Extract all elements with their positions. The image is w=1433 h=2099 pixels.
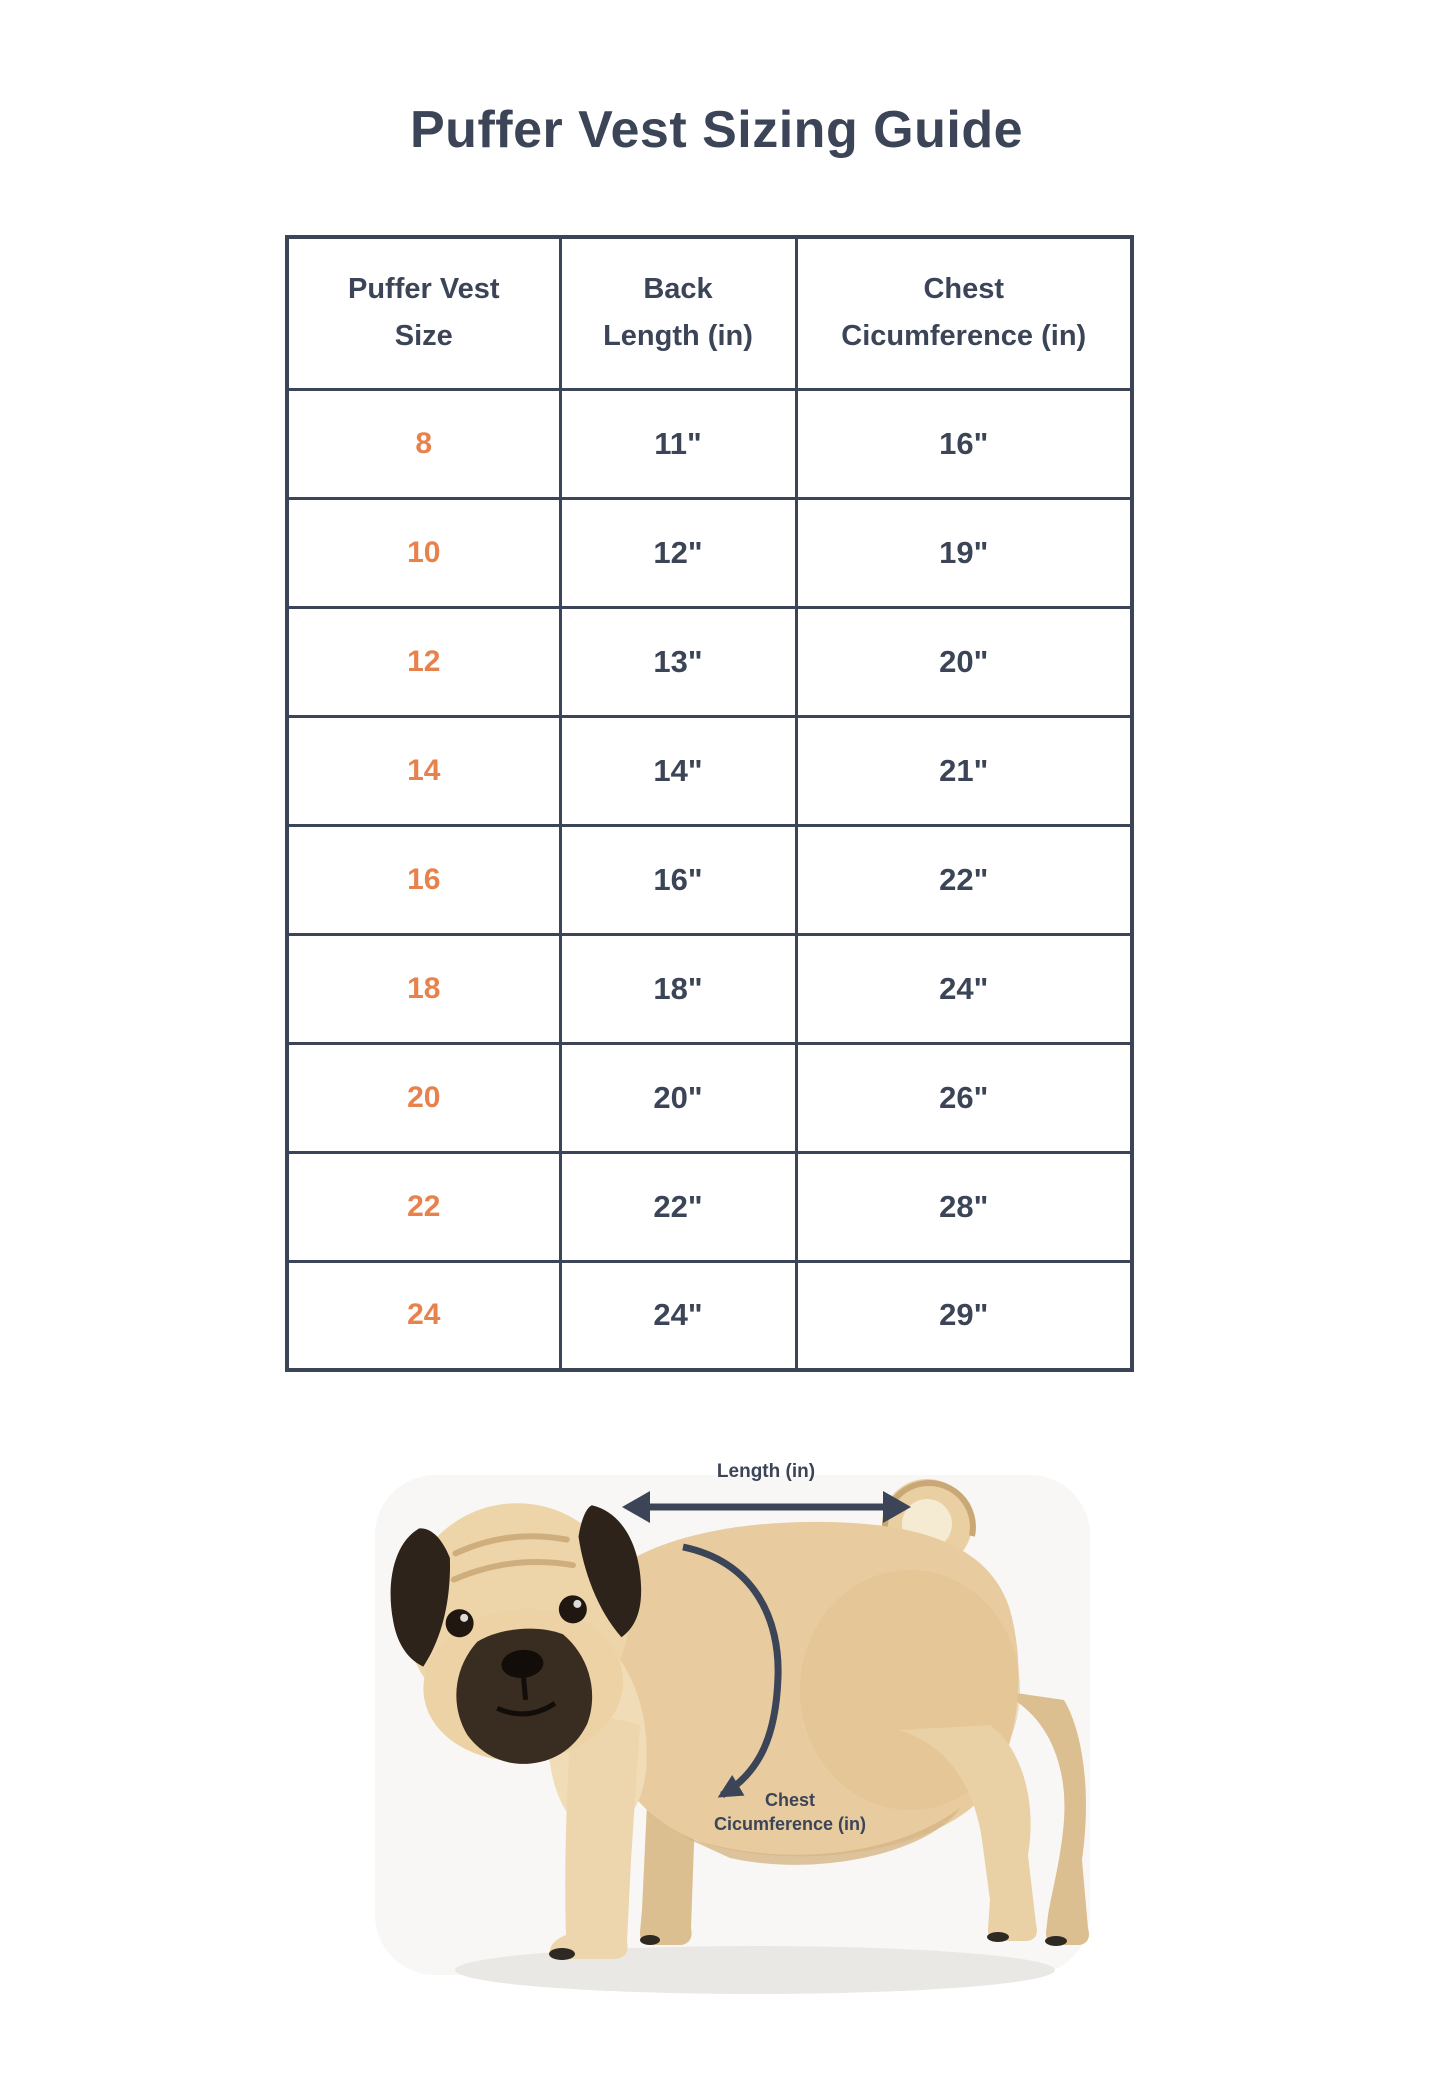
size-cell: 18 bbox=[287, 934, 560, 1043]
col-header-chest bbox=[796, 237, 1132, 389]
back-length-cell: 24" bbox=[560, 1261, 796, 1370]
size-cell: 8 bbox=[287, 389, 560, 498]
sizing-table bbox=[285, 235, 1134, 1372]
length-label: Length (in) bbox=[716, 1461, 816, 1482]
col-header-chest-line1: Chest bbox=[923, 273, 1005, 306]
table-row bbox=[287, 607, 1132, 716]
back-length-cell: 14" bbox=[560, 716, 796, 825]
chest-cell: 21" bbox=[796, 716, 1132, 825]
chest-cell: 24" bbox=[796, 934, 1132, 1043]
back-length-cell: 13" bbox=[560, 607, 796, 716]
col-header-size-line2: Size bbox=[394, 320, 453, 353]
col-header-back-length bbox=[560, 237, 796, 389]
back-length-cell: 18" bbox=[560, 934, 796, 1043]
chest-cell: 26" bbox=[796, 1043, 1132, 1152]
chest-cell: 20" bbox=[796, 607, 1132, 716]
size-cell: 16 bbox=[287, 825, 560, 934]
col-header-chest-line2: Cicumference (in) bbox=[841, 320, 1087, 353]
chest-cell: 16" bbox=[796, 389, 1132, 498]
size-cell: 24 bbox=[287, 1261, 560, 1370]
size-cell: 14 bbox=[287, 716, 560, 825]
dog-diagram bbox=[350, 1440, 1110, 2040]
back-length-cell: 12" bbox=[560, 498, 796, 607]
chest-cell: 29" bbox=[796, 1261, 1132, 1370]
pug-illustration bbox=[375, 1475, 1090, 1994]
table-row bbox=[287, 1152, 1132, 1261]
size-cell: 10 bbox=[287, 498, 560, 607]
table-row bbox=[287, 389, 1132, 498]
back-length-cell: 16" bbox=[560, 825, 796, 934]
col-header-size-line1: Puffer Vest bbox=[348, 273, 500, 306]
size-cell: 12 bbox=[287, 607, 560, 716]
table-row bbox=[287, 498, 1132, 607]
dog-shadow bbox=[455, 1946, 1055, 1994]
col-header-back-length-line1: Back bbox=[643, 273, 713, 306]
chest-label bbox=[640, 1788, 940, 1837]
back-length-cell: 20" bbox=[560, 1043, 796, 1152]
table-row bbox=[287, 934, 1132, 1043]
table-header-row bbox=[287, 237, 1132, 389]
chest-cell: 19" bbox=[796, 498, 1132, 607]
table-row bbox=[287, 825, 1132, 934]
back-length-cell: 22" bbox=[560, 1152, 796, 1261]
page-title: Puffer Vest Sizing Guide bbox=[410, 101, 1023, 159]
chest-cell: 28" bbox=[796, 1152, 1132, 1261]
size-cell: 20 bbox=[287, 1043, 560, 1152]
table-row bbox=[287, 1261, 1132, 1370]
col-header-back-length-line2: Length (in) bbox=[603, 320, 753, 353]
chest-label-line2: Cicumference (in) bbox=[713, 1814, 867, 1835]
back-length-cell: 11" bbox=[560, 389, 796, 498]
table-row bbox=[287, 716, 1132, 825]
chest-cell: 22" bbox=[796, 825, 1132, 934]
sizing-table-container bbox=[285, 235, 1130, 1368]
col-header-size bbox=[287, 237, 560, 389]
size-cell: 22 bbox=[287, 1152, 560, 1261]
table-row bbox=[287, 1043, 1132, 1152]
chest-label-line1: Chest bbox=[764, 1790, 815, 1810]
